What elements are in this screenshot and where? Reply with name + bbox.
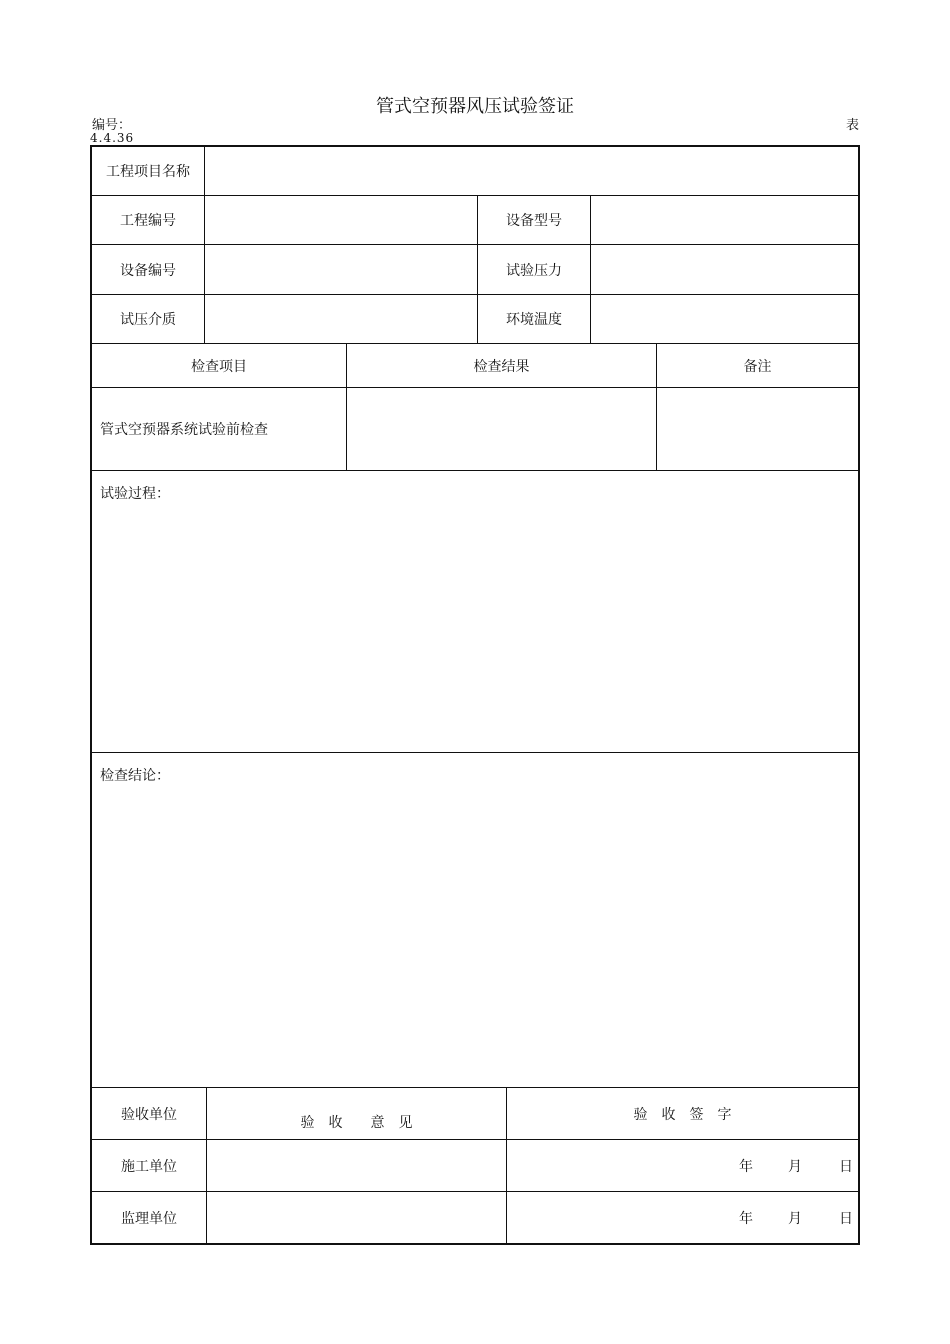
table-prefix: 表 — [846, 118, 860, 133]
conclusion-label: 检查结论： — [100, 768, 170, 784]
acceptance-sign-header: 验 收 签 字 — [633, 1106, 732, 1123]
number-label: 编号： — [92, 118, 132, 133]
acceptance-unit-header: 验收单位 — [121, 1106, 177, 1123]
project-no-label: 工程编号 — [120, 213, 176, 229]
page-title: 管式空预器风压试验签证 — [376, 96, 574, 117]
supervision-month: 月 — [788, 1210, 802, 1227]
test-process-label: 试验过程： — [100, 486, 170, 502]
project-name-label: 工程项目名称 — [106, 164, 190, 180]
equipment-no-label: 设备编号 — [120, 262, 176, 279]
ambient-temp-label: 环境温度 — [506, 312, 562, 328]
construction-opinion-field[interactable] — [207, 1140, 506, 1191]
acceptance-opinion-header: 验 收 意 见 — [300, 1114, 413, 1131]
project-name-field[interactable] — [205, 147, 858, 195]
equipment-no-field[interactable] — [205, 245, 477, 294]
equipment-model-label: 设备型号 — [506, 213, 562, 229]
inspection-result-field[interactable] — [347, 388, 656, 470]
supervision-day: 日 — [839, 1210, 853, 1227]
test-pressure-label: 试验压力 — [506, 262, 562, 279]
inspection-item: 管式空预器系统试验前检查 — [100, 422, 268, 438]
construction-month: 月 — [788, 1158, 802, 1175]
test-process-field[interactable] — [92, 507, 858, 751]
supervision-opinion-field[interactable] — [207, 1192, 506, 1243]
col-item-header: 检查项目 — [191, 358, 247, 375]
table-code: 4.4.36 — [90, 131, 135, 145]
test-pressure-field[interactable] — [591, 245, 858, 294]
ambient-temp-field[interactable] — [591, 295, 858, 343]
construction-day: 日 — [839, 1158, 853, 1175]
equipment-model-field[interactable] — [591, 196, 858, 244]
test-medium-label: 试压介质 — [120, 312, 176, 328]
test-medium-field[interactable] — [205, 295, 477, 343]
conclusion-field[interactable] — [92, 789, 858, 1086]
construction-unit-label: 施工单位 — [121, 1158, 177, 1175]
supervision-unit-label: 监理单位 — [121, 1210, 177, 1227]
row-divider — [92, 470, 858, 471]
form-table — [90, 145, 860, 1245]
supervision-year: 年 — [739, 1210, 753, 1227]
construction-year: 年 — [739, 1158, 753, 1175]
col-result-header: 检查结果 — [473, 358, 530, 375]
col-note-header: 备注 — [743, 358, 772, 375]
project-no-field[interactable] — [205, 196, 477, 244]
inspection-note-field[interactable] — [657, 388, 858, 470]
row-divider — [92, 752, 858, 753]
